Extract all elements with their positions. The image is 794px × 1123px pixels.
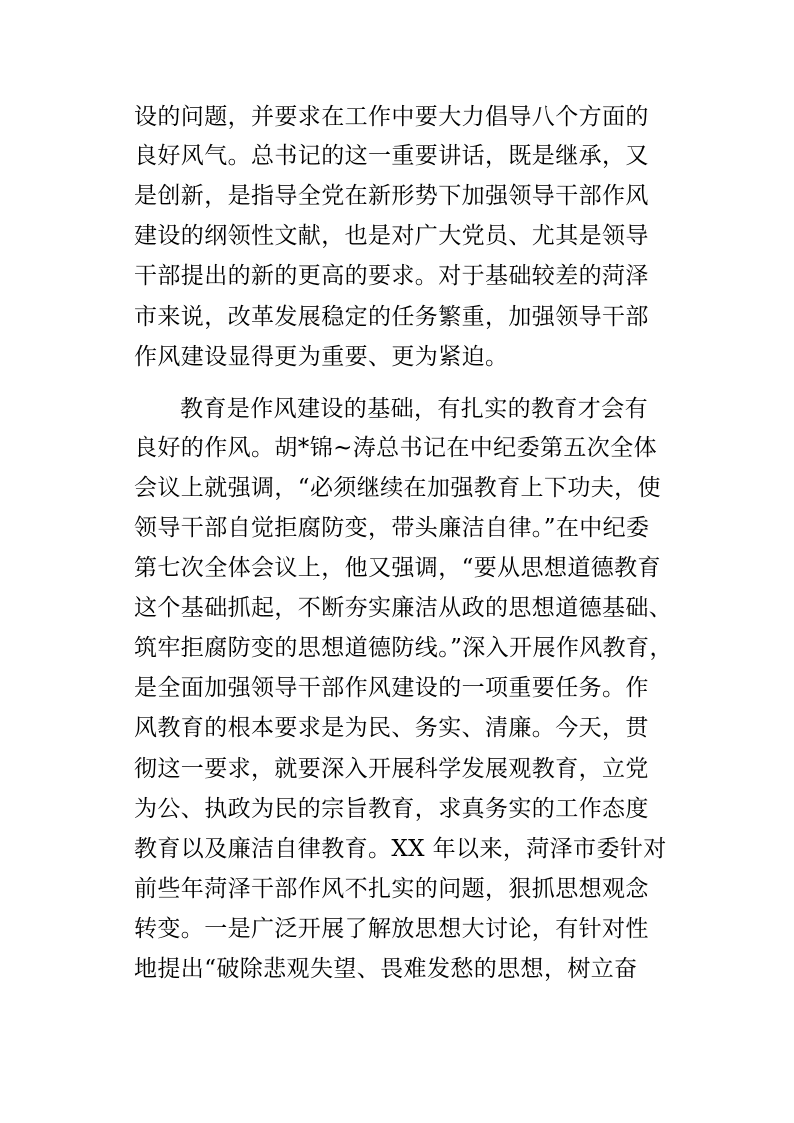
text-line: 转变。一是广泛开展了解放思想大讨论，有针对性	[134, 916, 649, 942]
text-line: 是创新，是指导全党在新形势下加强领导干部作风	[134, 183, 649, 209]
text-line: 筑牢拒腐防变的思想道德防线。”深入开展作风教育，	[134, 635, 673, 661]
text-line: 是全面加强领导干部作风建设的一项重要任务。作	[134, 675, 649, 701]
text-line: 这个基础抓起，不断夯实廉洁从政的思想道德基础、	[134, 595, 673, 621]
text-line: 前些年菏泽干部作风不扎实的问题，狠抓思想观念	[134, 876, 649, 902]
text-line: 风教育的根本要求是为民、务实、清廉。今天，贯	[134, 715, 649, 741]
text-line: 教育是作风建设的基础，有扎实的教育才会有	[180, 396, 648, 422]
text-line: 建设的纲领性文献，也是对广大党员、尤其是领导	[134, 223, 649, 249]
text-line: 为公、执政为民的宗旨教育，求真务实的工作态度	[134, 796, 649, 822]
text-line: 设的问题，并要求在工作中要大力倡导八个方面的	[134, 104, 649, 130]
text-line: 作风建设显得更为重要、更为紧迫。	[134, 344, 509, 370]
text-line: 彻这一要求，就要深入开展科学发展观教育，立党	[134, 756, 649, 782]
text-line: 第七次全体会议上，他又强调，“要从思想道德教育	[134, 555, 661, 581]
text-line: 会议上就强调，“必须继续在加强教育上下功夫，使	[134, 475, 661, 501]
text-line: 市来说，改革发展稳定的任务繁重，加强领导干部	[134, 304, 649, 330]
text-line: 良好风气。总书记的这一重要讲话，既是继承，又	[134, 143, 649, 169]
text-line: 干部提出的新的更高的要求。对于基础较差的菏泽	[134, 263, 649, 289]
text-line: 良好的作风。胡*锦~涛总书记在中纪委第五次全体	[134, 435, 657, 461]
text-line: 教育以及廉洁自律教育。XX 年以来，菏泽市委针对	[134, 836, 667, 862]
text-line: 领导干部自觉拒腐防变，带头廉洁自律。”在中纪委	[134, 515, 650, 541]
text-line: 地提出“破除悲观失望、畏难发愁的思想，树立奋	[134, 956, 638, 982]
